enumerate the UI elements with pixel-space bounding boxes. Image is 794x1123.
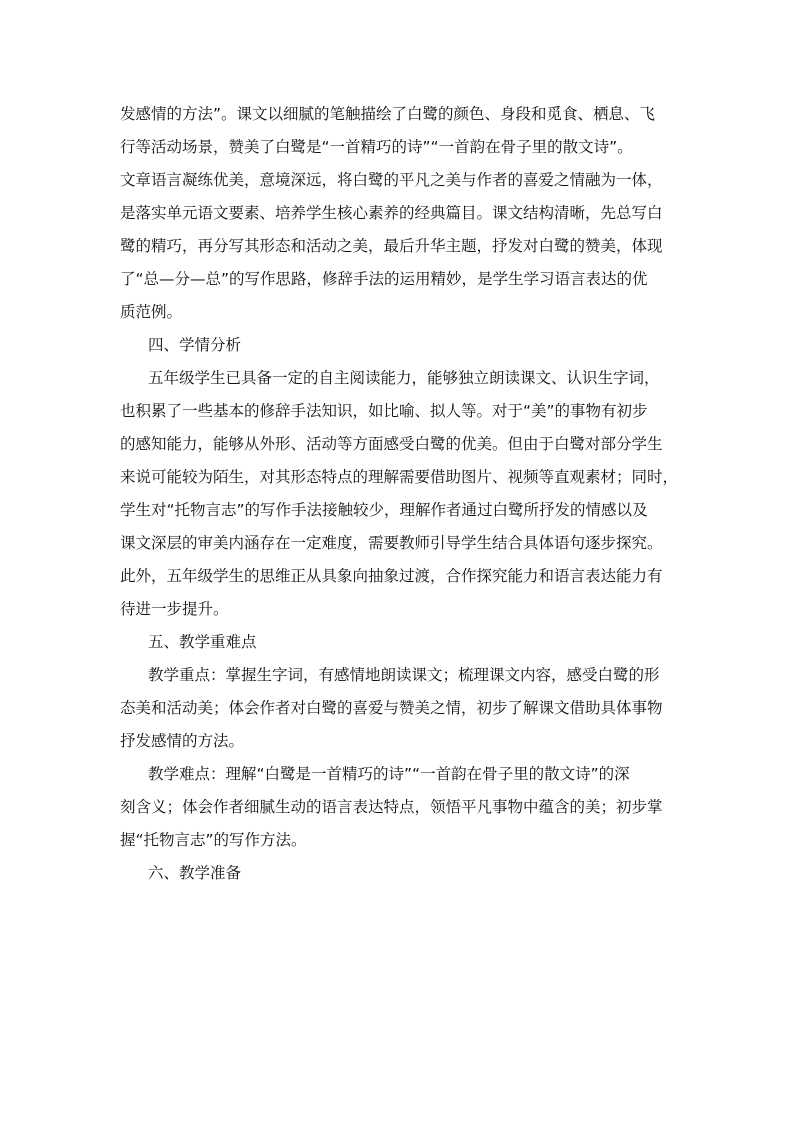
paragraph-line: 是落实单元语文要素、培养学生核心素养的经典篇目。课文结构清晰，先总写白 bbox=[120, 204, 663, 222]
paragraph-line: 也积累了一些基本的修辞手法知识，如比喻、拟人等。对于“美”的事物有初步 bbox=[120, 402, 648, 420]
paragraph-line: 发感情的方法”。课文以细腻的笔触描绘了白鹭的颜色、身段和觅食、栖息、飞 bbox=[120, 105, 656, 123]
paragraph-line: 握“托物言志”的写作方法。 bbox=[120, 831, 307, 849]
paragraph-line: 待进一步提升。 bbox=[120, 600, 229, 618]
section-heading-key-difficult-points: 五、教学重难点 bbox=[148, 633, 257, 651]
paragraph-line: 来说可能较为陌生，对其形态特点的理解需要借助图片、视频等直观素材；同时， bbox=[120, 468, 679, 486]
section-heading-learning-analysis: 四、学情分析 bbox=[148, 336, 242, 354]
paragraph-line: 学生对“托物言志”的写作手法接触较少，理解作者通过白鹭所抒发的情感以及 bbox=[120, 501, 648, 519]
section-heading-teaching-preparation: 六、教学准备 bbox=[148, 864, 242, 882]
learning-analysis-paragraph bbox=[120, 362, 680, 626]
paragraph-line: 质范例。 bbox=[120, 303, 183, 321]
paragraph-line: 文章语言凝练优美，意境深远，将白鹭的平凡之美与作者的喜爱之情融为一体， bbox=[120, 171, 663, 189]
paragraph-line: 课文深层的审美内涵存在一定难度，需要教师引导学生结合具体语句逐步探究。 bbox=[120, 534, 663, 552]
document-page bbox=[120, 98, 680, 890]
paragraph-line: 教学重点：掌握生字词，有感情地朗读课文；梳理课文内容，感受白鹭的形 bbox=[148, 666, 660, 684]
paragraph-line: 抒发感情的方法。 bbox=[120, 732, 245, 750]
paragraph-line: 鹭的精巧，再分写其形态和活动之美，最后升华主题，抒发对白鹭的赞美，体现 bbox=[120, 237, 663, 255]
paragraph-line: 了“总—分—总”的写作思路，修辞手法的运用精妙，是学生学习语言表达的优 bbox=[120, 270, 648, 288]
paragraph-line: 五年级学生已具备一定的自主阅读能力，能够独立朗读课文、认识生字词， bbox=[148, 369, 660, 387]
paragraph-line: 的感知能力，能够从外形、活动等方面感受白鹭的优美。但由于白鹭对部分学生 bbox=[120, 435, 663, 453]
paragraph-line: 态美和活动美；体会作者对白鹭的喜爱与赞美之情，初步了解课文借助具体事物 bbox=[120, 699, 663, 717]
difficult-points-paragraph bbox=[120, 758, 680, 857]
paragraph-line: 刻含义；体会作者细腻生动的语言表达特点，领悟平凡事物中蕴含的美；初步掌 bbox=[120, 798, 663, 816]
intro-paragraph bbox=[120, 98, 680, 329]
paragraph-line: 行等活动场景，赞美了白鹭是“一首精巧的诗”“一首韵在骨子里的散文诗”。 bbox=[120, 138, 633, 156]
key-points-paragraph bbox=[120, 659, 680, 758]
paragraph-line: 此外，五年级学生的思维正从具象向抽象过渡，合作探究能力和语言表达能力有 bbox=[120, 567, 663, 585]
paragraph-line: 教学难点：理解“白鹭是一首精巧的诗”“一首韵在骨子里的散文诗”的深 bbox=[148, 765, 630, 783]
